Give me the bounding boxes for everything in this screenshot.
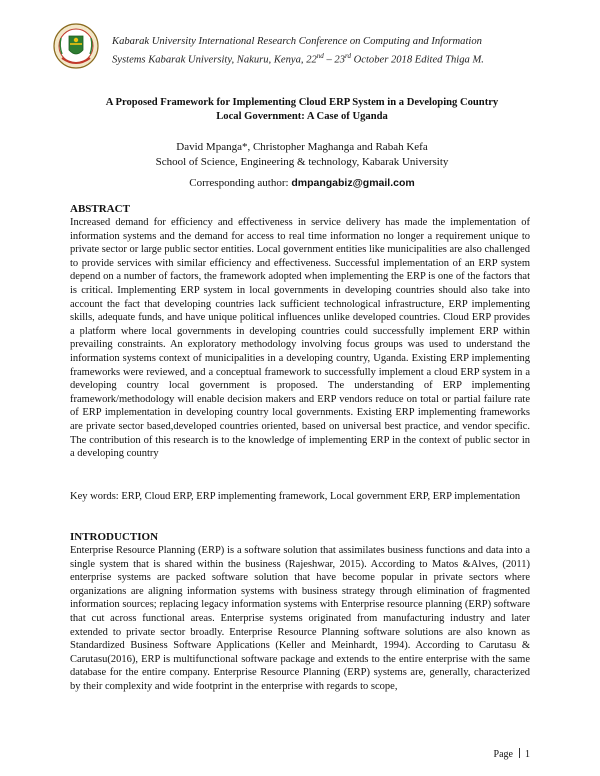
abstract-text: Increased demand for efficiency and effectiveness in service delivery has made the implementation of information systems and the demand for access to real time information no longer a requirement unique to private sector or large public sector entities. Local government entities like municipalities are also challenged to provide services with similar efficiency and effectiveness. Successful implementation of an ERP system depend on a number of factors, the framework adopted when implementing the ERP is one of the factors that is critical. Implementing ERP system in local governments in developing countries should also take into account the fact that developing countries lack sufficient technological infrastructure, ERP implementing skills, adequate funds, and have unique political influences unlike developed countries. Cloud ERP provides a platform where local governments in developing countries could successfully implement ERP within prevailing constraints. An exploratory methodology involving focus groups was used to understand the information systems context of municipalities in a developing country, Uganda. Existing ERP implementing frameworks were reviewed, and a conceptual framework to successfully implement a cloud ERP system in a developing country local government is proposed. The understanding of ERP implementing framework/methodology will enable decision makers and ERP vendors reduce on total or partial failure rate of ERP implementation in developing country local governments. Existing ERP implementing frameworks are private sector based,developed countries oriented, based on universal best practice, and vendor specific. The contribution of this research is to the knowledge of implementing ERP in the context of public sector in a developing country xyxy=(70,217,530,460)
title-line-2: Local Government: A Case of Uganda xyxy=(216,111,388,122)
abstract-heading: ABSTRACT xyxy=(70,203,130,215)
page-label: Page xyxy=(493,749,513,760)
page-footer xyxy=(494,748,530,760)
author-block xyxy=(72,140,532,170)
conference-header xyxy=(112,34,552,68)
corresponding-email: dmpangabiz@gmail.com xyxy=(291,177,415,189)
conference-line-2: Systems Kabarak University, Nakuru, Kenya, 22nd – 23rd October 2018 Edited Thiga M. xyxy=(112,52,484,66)
introduction-text: Enterprise Resource Planning (ERP) is a software solution that assimilates business functions and data into a single system that is shared within the business (Rajeshwar, 2015). According to Matos &Alves, (2011) enterprise systems are packed software solution that have become popular in private sectors where organizations are aligning information systems with business strategy through elimination of fragmented information sources; replacing legacy information systems with Enterprise resource planning (ERP) software that cut across functional areas. Enterprise systems originated from manufacturing industry and later extended to private sector broadly. Enterprise Resource Planning software solutions are also known as Standardized Business Software Applications (Keller and Meinhardt, 1994). According to Carutasu & Carutasu(2016), ERP is multifunctional software package and extends to the entire enterprise with the same database for the entire company. Enterprise Resource Planning (ERP) systems are, generally, characterized by their complexity and wide footprint in the enterprise with regards to scope, xyxy=(70,545,530,692)
title-line-1: A Proposed Framework for Implementing Cloud ERP System in a Developing Country xyxy=(105,97,499,108)
corresponding-label: Corresponding author: xyxy=(189,177,292,189)
paper-title xyxy=(72,96,532,124)
keywords: Key words: ERP, Cloud ERP, ERP implementing framework, Local government ERP, ERP implementation xyxy=(70,491,521,502)
authors: David Mpanga*, Christopher Maghanga and Rabah Kefa xyxy=(176,141,428,153)
corresponding-author xyxy=(72,176,532,191)
page-number: 1 xyxy=(525,749,530,760)
conference-line-1: Kabarak University International Research Conference on Computing and Information xyxy=(112,36,482,47)
introduction-heading: INTRODUCTION xyxy=(70,531,159,543)
university-seal-icon xyxy=(52,22,100,70)
affiliation: School of Science, Engineering & technology, Kabarak University xyxy=(155,156,449,168)
